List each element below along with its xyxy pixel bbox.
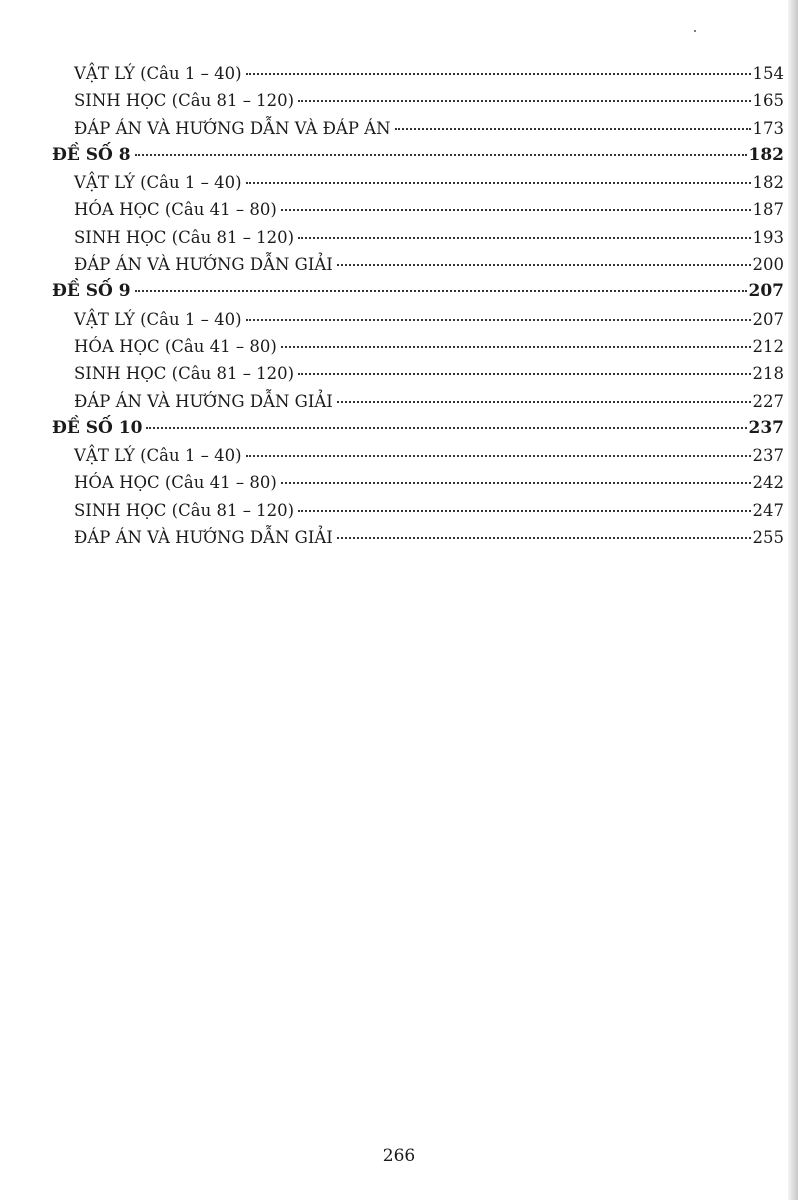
dot-leader: [246, 455, 751, 457]
dot-leader: [281, 209, 751, 211]
toc-entry-page: 212: [752, 336, 784, 356]
toc-entry-label: SINH HỌC (Câu 81 – 120): [74, 500, 295, 520]
page-edge-shadow: [788, 0, 798, 1200]
toc-entry-page: 242: [752, 473, 784, 493]
print-speck: [694, 30, 696, 32]
toc-entry-page: 207: [752, 309, 784, 329]
toc-entry-label: ĐÁP ÁN VÀ HƯỚNG DẪN GIẢI: [74, 391, 333, 411]
toc-entry-page: 200: [752, 255, 784, 275]
dot-leader: [298, 373, 750, 375]
toc-entry-label: SINH HỌC (Câu 81 – 120): [74, 364, 295, 384]
toc-entry-page: 173: [752, 118, 784, 138]
toc-entry-page: 187: [752, 200, 784, 220]
toc-entry: [52, 360, 784, 387]
toc-section-heading: [52, 142, 784, 169]
dot-leader: [298, 100, 750, 102]
toc-entry: [52, 388, 784, 415]
toc-entry: [52, 169, 784, 196]
dot-leader: [281, 346, 751, 348]
dot-leader: [337, 264, 751, 266]
toc-entry-label: ĐÁP ÁN VÀ HƯỚNG DẪN GIẢI: [74, 528, 333, 548]
toc-entry: [52, 524, 784, 551]
toc-entry: [52, 469, 784, 496]
dot-leader: [246, 182, 751, 184]
dot-leader: [395, 128, 751, 130]
toc-entry-label: VẬT LÝ (Câu 1 – 40): [74, 64, 242, 83]
dot-leader: [246, 319, 751, 321]
toc-entry: [52, 251, 784, 278]
toc-entry: [52, 497, 784, 524]
toc-entry-label: VẬT LÝ (Câu 1 – 40): [74, 446, 242, 466]
toc-entry: [52, 306, 784, 333]
toc-entry: [52, 115, 784, 142]
dot-leader: [281, 482, 751, 484]
toc-entry-page: 247: [752, 500, 784, 520]
toc-entry-page: 218: [752, 364, 784, 384]
toc-entry: [52, 60, 784, 87]
toc-entry-page: 165: [752, 91, 784, 111]
toc-section-page: 207: [748, 281, 784, 302]
dot-leader: [298, 237, 750, 239]
dot-leader: [298, 510, 750, 512]
toc-entry-label: ĐÁP ÁN VÀ HƯỚNG DẪN VÀ ĐÁP ÁN: [74, 118, 391, 138]
toc-section-heading: [52, 278, 784, 305]
toc-entry-page: 227: [752, 391, 784, 411]
toc-section-page: 237: [748, 417, 784, 438]
toc-entry-label: VẬT LÝ (Câu 1 – 40): [74, 309, 242, 329]
toc-section-label: ĐỀ SỐ 8: [52, 144, 131, 165]
page-number: 266: [382, 1146, 416, 1166]
toc-entry-label: HÓA HỌC (Câu 41 – 80): [74, 200, 277, 220]
toc-entry-page: 182: [752, 173, 784, 193]
toc-entry-page: 255: [752, 528, 784, 548]
toc-section-heading: [52, 415, 784, 442]
toc-entry-label: VẬT LÝ (Câu 1 – 40): [74, 173, 242, 193]
dot-leader: [337, 537, 751, 539]
table-of-contents: [52, 60, 784, 551]
toc-entry: [52, 333, 784, 360]
toc-entry: [52, 224, 784, 251]
toc-entry-label: SINH HỌC (Câu 81 – 120): [74, 227, 295, 247]
toc-entry: [52, 87, 784, 114]
dot-leader: [246, 73, 751, 75]
toc-section-label: ĐỀ SỐ 10: [52, 417, 143, 438]
toc-entry-label: SINH HỌC (Câu 81 – 120): [74, 91, 295, 111]
toc-entry-label: ĐÁP ÁN VÀ HƯỚNG DẪN GIẢI: [74, 255, 333, 275]
toc-entry-label: HÓA HỌC (Câu 41 – 80): [74, 473, 277, 493]
dot-leader: [337, 401, 751, 403]
toc-entry: [52, 196, 784, 223]
dot-leader: [146, 427, 746, 429]
toc-entry-page: 193: [752, 227, 784, 247]
toc-entry-page: 237: [752, 446, 784, 466]
toc-entry-label: HÓA HỌC (Câu 41 – 80): [74, 336, 277, 356]
toc-section-label: ĐỀ SỐ 9: [52, 281, 131, 302]
dot-leader: [135, 290, 747, 292]
dot-leader: [135, 154, 747, 156]
toc-entry-page: 154: [752, 64, 784, 83]
toc-entry: [52, 442, 784, 469]
toc-section-page: 182: [748, 144, 784, 165]
